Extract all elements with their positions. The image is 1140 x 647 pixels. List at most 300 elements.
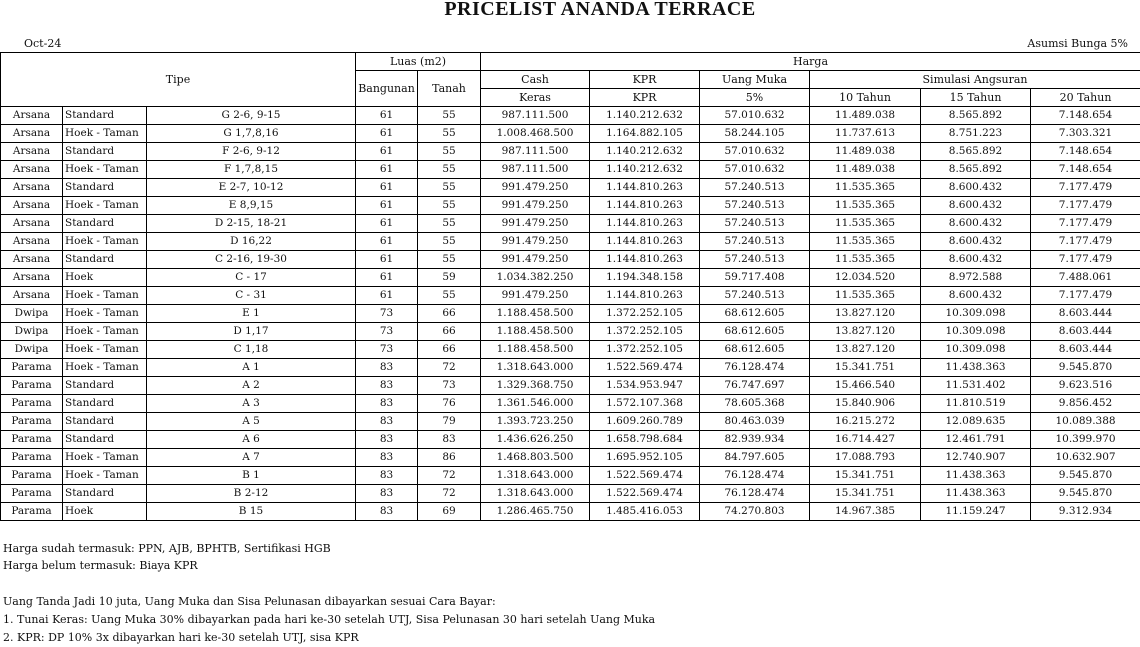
cell-luas-tanah: 55 — [418, 197, 481, 215]
cell-angsuran-10-tahun: 15.341.751 — [810, 467, 921, 485]
cell-harga-cash-keras: 1.318.643.000 — [481, 467, 590, 485]
cell-luas-tanah: 55 — [418, 251, 481, 269]
cell-angsuran-20-tahun: 7.488.061 — [1031, 269, 1140, 287]
cell-uang-muka: 57.010.632 — [700, 143, 810, 161]
table-row — [1, 161, 1140, 179]
cell-cluster: Parama — [1, 377, 63, 395]
cell-type: Hoek - Taman — [63, 197, 147, 215]
interest-assumption: Asumsi Bunga 5% — [1027, 37, 1128, 50]
cell-harga-kpr: 1.194.348.158 — [590, 269, 700, 287]
cell-harga-cash-keras: 1.393.723.250 — [481, 413, 590, 431]
cell-angsuran-15-tahun: 8.972.588 — [921, 269, 1031, 287]
table-row — [1, 503, 1140, 521]
cell-luas-bangunan: 83 — [356, 413, 418, 431]
cell-angsuran-10-tahun: 14.967.385 — [810, 503, 921, 521]
cell-uang-muka: 76.128.474 — [700, 359, 810, 377]
header-tipe: Tipe — [1, 53, 356, 107]
cell-angsuran-15-tahun: 10.309.098 — [921, 305, 1031, 323]
cell-harga-kpr: 1.695.952.105 — [590, 449, 700, 467]
cell-luas-tanah: 55 — [418, 287, 481, 305]
cell-luas-tanah: 73 — [418, 377, 481, 395]
cell-uang-muka: 57.240.513 — [700, 233, 810, 251]
date-label: Oct-24 — [24, 37, 62, 50]
note-payment-intro: Uang Tanda Jadi 10 juta, Uang Muka dan Sisa Pelunasan dibayarkan sesuai Cara Bayar: — [3, 595, 496, 608]
cell-angsuran-10-tahun: 15.341.751 — [810, 485, 921, 503]
cell-uang-muka: 76.128.474 — [700, 485, 810, 503]
cell-harga-cash-keras: 991.479.250 — [481, 215, 590, 233]
note-payment-2: 2. KPR: DP 10% 3x dibayarkan hari ke-30 setelah UTJ, sisa KPR — [3, 631, 359, 644]
note-excluded: Harga belum termasuk: Biaya KPR — [3, 559, 198, 572]
cell-cluster: Arsana — [1, 197, 63, 215]
cell-type: Standard — [63, 215, 147, 233]
cell-angsuran-20-tahun: 9.545.870 — [1031, 359, 1140, 377]
table-row — [1, 305, 1140, 323]
cell-angsuran-15-tahun: 11.531.402 — [921, 377, 1031, 395]
header-10-tahun: 10 Tahun — [810, 89, 921, 107]
cell-angsuran-15-tahun: 8.565.892 — [921, 107, 1031, 125]
cell-type: Standard — [63, 413, 147, 431]
cell-angsuran-10-tahun: 15.341.751 — [810, 359, 921, 377]
cell-uang-muka: 57.010.632 — [700, 161, 810, 179]
cell-harga-kpr: 1.485.416.053 — [590, 503, 700, 521]
header-15-tahun: 15 Tahun — [921, 89, 1031, 107]
cell-angsuran-20-tahun: 7.177.479 — [1031, 233, 1140, 251]
cell-unit: A 2 — [147, 377, 356, 395]
cell-angsuran-15-tahun: 12.740.907 — [921, 449, 1031, 467]
cell-harga-kpr: 1.534.953.947 — [590, 377, 700, 395]
note-payment-1: 1. Tunai Keras: Uang Muka 30% dibayarkan pada hari ke-30 setelah UTJ, Sisa Pelunasan 30 hari setelah Uang Muka — [3, 613, 656, 626]
cell-type: Hoek - Taman — [63, 341, 147, 359]
cell-harga-kpr: 1.140.212.632 — [590, 143, 700, 161]
cell-angsuran-20-tahun: 7.148.654 — [1031, 107, 1140, 125]
cell-cluster: Parama — [1, 359, 63, 377]
cell-cluster: Arsana — [1, 143, 63, 161]
cell-cluster: Arsana — [1, 251, 63, 269]
cell-type: Hoek — [63, 269, 147, 287]
table-row — [1, 359, 1140, 377]
cell-luas-bangunan: 73 — [356, 323, 418, 341]
cell-harga-kpr: 1.572.107.368 — [590, 395, 700, 413]
table-row — [1, 467, 1140, 485]
cell-cluster: Parama — [1, 413, 63, 431]
cell-angsuran-10-tahun: 16.215.272 — [810, 413, 921, 431]
cell-unit: A 5 — [147, 413, 356, 431]
cell-type: Hoek - Taman — [63, 287, 147, 305]
cell-unit: F 2-6, 9-12 — [147, 143, 356, 161]
cell-unit: E 2-7, 10-12 — [147, 179, 356, 197]
cell-angsuran-10-tahun: 11.535.365 — [810, 233, 921, 251]
cell-unit: C - 31 — [147, 287, 356, 305]
cell-type: Standard — [63, 251, 147, 269]
cell-unit: D 16,22 — [147, 233, 356, 251]
cell-type: Standard — [63, 485, 147, 503]
cell-unit: E 1 — [147, 305, 356, 323]
cell-angsuran-15-tahun: 8.751.223 — [921, 125, 1031, 143]
table-row — [1, 485, 1140, 503]
cell-harga-cash-keras: 1.188.458.500 — [481, 323, 590, 341]
cell-luas-bangunan: 73 — [356, 341, 418, 359]
cell-harga-cash-keras: 1.318.643.000 — [481, 359, 590, 377]
cell-harga-cash-keras: 1.329.368.750 — [481, 377, 590, 395]
cell-luas-tanah: 55 — [418, 107, 481, 125]
cell-angsuran-15-tahun: 11.438.363 — [921, 359, 1031, 377]
cell-angsuran-15-tahun: 12.461.791 — [921, 431, 1031, 449]
cell-angsuran-10-tahun: 13.827.120 — [810, 305, 921, 323]
cell-uang-muka: 57.010.632 — [700, 107, 810, 125]
cell-type: Standard — [63, 395, 147, 413]
cell-cluster: Parama — [1, 449, 63, 467]
cell-luas-tanah: 83 — [418, 431, 481, 449]
header-kpr-top: KPR — [590, 71, 700, 89]
cell-angsuran-20-tahun: 7.177.479 — [1031, 287, 1140, 305]
table-row — [1, 269, 1140, 287]
cell-luas-bangunan: 61 — [356, 197, 418, 215]
cell-unit: B 2-12 — [147, 485, 356, 503]
header-keras: Keras — [481, 89, 590, 107]
cell-angsuran-10-tahun: 13.827.120 — [810, 341, 921, 359]
cell-unit: A 3 — [147, 395, 356, 413]
table-row — [1, 107, 1140, 125]
cell-harga-kpr: 1.522.569.474 — [590, 467, 700, 485]
header-tanah: Tanah — [418, 71, 481, 107]
cell-angsuran-15-tahun: 8.600.432 — [921, 197, 1031, 215]
cell-type: Hoek - Taman — [63, 467, 147, 485]
table-row — [1, 377, 1140, 395]
header-harga: Harga — [481, 53, 1140, 71]
cell-harga-kpr: 1.144.810.263 — [590, 197, 700, 215]
cell-cluster: Arsana — [1, 215, 63, 233]
cell-harga-cash-keras: 987.111.500 — [481, 107, 590, 125]
cell-angsuran-20-tahun: 9.545.870 — [1031, 467, 1140, 485]
cell-luas-tanah: 55 — [418, 161, 481, 179]
cell-harga-cash-keras: 1.286.465.750 — [481, 503, 590, 521]
cell-uang-muka: 57.240.513 — [700, 215, 810, 233]
cell-luas-bangunan: 83 — [356, 467, 418, 485]
cell-luas-tanah: 66 — [418, 305, 481, 323]
cell-luas-bangunan: 83 — [356, 377, 418, 395]
cell-angsuran-15-tahun: 10.309.098 — [921, 323, 1031, 341]
cell-angsuran-10-tahun: 11.489.038 — [810, 143, 921, 161]
cell-angsuran-10-tahun: 15.840.906 — [810, 395, 921, 413]
cell-angsuran-15-tahun: 8.565.892 — [921, 143, 1031, 161]
cell-angsuran-20-tahun: 7.177.479 — [1031, 179, 1140, 197]
cell-luas-tanah: 59 — [418, 269, 481, 287]
cell-angsuran-20-tahun: 9.312.934 — [1031, 503, 1140, 521]
cell-angsuran-20-tahun: 7.177.479 — [1031, 197, 1140, 215]
cell-angsuran-20-tahun: 8.603.444 — [1031, 341, 1140, 359]
cell-angsuran-15-tahun: 11.438.363 — [921, 485, 1031, 503]
cell-angsuran-20-tahun: 7.303.321 — [1031, 125, 1140, 143]
header-20-tahun: 20 Tahun — [1031, 89, 1140, 107]
cell-luas-tanah: 69 — [418, 503, 481, 521]
cell-type: Standard — [63, 377, 147, 395]
table-row — [1, 251, 1140, 269]
cell-harga-kpr: 1.144.810.263 — [590, 251, 700, 269]
cell-angsuran-20-tahun: 7.148.654 — [1031, 161, 1140, 179]
cell-type: Standard — [63, 179, 147, 197]
cell-angsuran-20-tahun: 7.177.479 — [1031, 251, 1140, 269]
cell-uang-muka: 76.747.697 — [700, 377, 810, 395]
cell-angsuran-20-tahun: 10.399.970 — [1031, 431, 1140, 449]
cell-luas-bangunan: 83 — [356, 431, 418, 449]
cell-luas-tanah: 66 — [418, 323, 481, 341]
cell-cluster: Dwipa — [1, 341, 63, 359]
table-body — [1, 107, 1140, 521]
cell-type: Standard — [63, 431, 147, 449]
cell-angsuran-20-tahun: 9.623.516 — [1031, 377, 1140, 395]
cell-uang-muka: 80.463.039 — [700, 413, 810, 431]
cell-type: Hoek - Taman — [63, 161, 147, 179]
cell-luas-tanah: 72 — [418, 485, 481, 503]
cell-harga-cash-keras: 991.479.250 — [481, 233, 590, 251]
cell-angsuran-15-tahun: 8.600.432 — [921, 215, 1031, 233]
cell-type: Hoek - Taman — [63, 359, 147, 377]
cell-harga-cash-keras: 1.034.382.250 — [481, 269, 590, 287]
cell-luas-tanah: 55 — [418, 125, 481, 143]
table-row — [1, 449, 1140, 467]
cell-harga-cash-keras: 987.111.500 — [481, 161, 590, 179]
cell-harga-kpr: 1.522.569.474 — [590, 485, 700, 503]
cell-harga-kpr: 1.144.810.263 — [590, 179, 700, 197]
cell-uang-muka: 68.612.605 — [700, 305, 810, 323]
cell-cluster: Parama — [1, 503, 63, 521]
cell-cluster: Arsana — [1, 125, 63, 143]
cell-luas-bangunan: 61 — [356, 179, 418, 197]
cell-unit: C 2-16, 19-30 — [147, 251, 356, 269]
cell-luas-bangunan: 83 — [356, 449, 418, 467]
cell-luas-bangunan: 73 — [356, 305, 418, 323]
cell-cluster: Parama — [1, 395, 63, 413]
cell-cluster: Arsana — [1, 107, 63, 125]
cell-cluster: Dwipa — [1, 323, 63, 341]
cell-harga-cash-keras: 1.361.546.000 — [481, 395, 590, 413]
cell-unit: C - 17 — [147, 269, 356, 287]
cell-type: Standard — [63, 143, 147, 161]
cell-type: Hoek - Taman — [63, 323, 147, 341]
pricelist-table — [0, 52, 1140, 521]
cell-luas-bangunan: 83 — [356, 359, 418, 377]
cell-uang-muka: 57.240.513 — [700, 197, 810, 215]
cell-unit: B 15 — [147, 503, 356, 521]
cell-harga-cash-keras: 1.318.643.000 — [481, 485, 590, 503]
cell-uang-muka: 84.797.605 — [700, 449, 810, 467]
cell-luas-bangunan: 61 — [356, 215, 418, 233]
cell-cluster: Arsana — [1, 161, 63, 179]
cell-luas-bangunan: 61 — [356, 143, 418, 161]
header-kpr: KPR — [590, 89, 700, 107]
cell-angsuran-20-tahun: 10.632.907 — [1031, 449, 1140, 467]
cell-luas-tanah: 76 — [418, 395, 481, 413]
cell-angsuran-20-tahun: 9.545.870 — [1031, 485, 1140, 503]
cell-type: Hoek - Taman — [63, 125, 147, 143]
cell-harga-cash-keras: 1.468.803.500 — [481, 449, 590, 467]
cell-luas-bangunan: 61 — [356, 287, 418, 305]
cell-cluster: Arsana — [1, 179, 63, 197]
cell-type: Hoek - Taman — [63, 233, 147, 251]
cell-angsuran-15-tahun: 8.600.432 — [921, 179, 1031, 197]
cell-unit: A 6 — [147, 431, 356, 449]
cell-harga-kpr: 1.658.798.684 — [590, 431, 700, 449]
page-title: PRICELIST ANANDA TERRACE — [444, 0, 756, 20]
cell-angsuran-10-tahun: 15.466.540 — [810, 377, 921, 395]
table-row — [1, 431, 1140, 449]
cell-uang-muka: 76.128.474 — [700, 467, 810, 485]
cell-harga-kpr: 1.372.252.105 — [590, 323, 700, 341]
cell-harga-kpr: 1.164.882.105 — [590, 125, 700, 143]
cell-unit: C 1,18 — [147, 341, 356, 359]
cell-luas-bangunan: 61 — [356, 125, 418, 143]
cell-angsuran-15-tahun: 8.600.432 — [921, 251, 1031, 269]
cell-angsuran-20-tahun: 7.177.479 — [1031, 215, 1140, 233]
cell-luas-tanah: 55 — [418, 233, 481, 251]
cell-harga-kpr: 1.140.212.632 — [590, 107, 700, 125]
cell-angsuran-15-tahun: 11.438.363 — [921, 467, 1031, 485]
cell-luas-tanah: 86 — [418, 449, 481, 467]
cell-cluster: Arsana — [1, 287, 63, 305]
cell-angsuran-10-tahun: 12.034.520 — [810, 269, 921, 287]
cell-angsuran-10-tahun: 11.535.365 — [810, 287, 921, 305]
cell-harga-cash-keras: 1.008.468.500 — [481, 125, 590, 143]
cell-angsuran-15-tahun: 10.309.098 — [921, 341, 1031, 359]
cell-angsuran-10-tahun: 11.737.613 — [810, 125, 921, 143]
cell-angsuran-10-tahun: 11.535.365 — [810, 179, 921, 197]
cell-angsuran-15-tahun: 8.600.432 — [921, 287, 1031, 305]
cell-harga-cash-keras: 1.188.458.500 — [481, 341, 590, 359]
cell-angsuran-10-tahun: 11.535.365 — [810, 197, 921, 215]
cell-cluster: Parama — [1, 485, 63, 503]
cell-luas-tanah: 66 — [418, 341, 481, 359]
cell-uang-muka: 59.717.408 — [700, 269, 810, 287]
cell-unit: B 1 — [147, 467, 356, 485]
cell-luas-bangunan: 83 — [356, 503, 418, 521]
cell-angsuran-15-tahun: 12.089.635 — [921, 413, 1031, 431]
table-row — [1, 215, 1140, 233]
cell-angsuran-10-tahun: 11.489.038 — [810, 161, 921, 179]
header-cash: Cash — [481, 71, 590, 89]
cell-harga-cash-keras: 1.188.458.500 — [481, 305, 590, 323]
cell-cluster: Parama — [1, 431, 63, 449]
table-row — [1, 323, 1140, 341]
cell-unit: F 1,7,8,15 — [147, 161, 356, 179]
cell-angsuran-20-tahun: 8.603.444 — [1031, 305, 1140, 323]
cell-luas-bangunan: 61 — [356, 107, 418, 125]
header-simulasi: Simulasi Angsuran — [810, 71, 1140, 89]
cell-unit: D 1,17 — [147, 323, 356, 341]
cell-harga-cash-keras: 991.479.250 — [481, 197, 590, 215]
header-uang-muka-pct: 5% — [700, 89, 810, 107]
cell-luas-bangunan: 61 — [356, 251, 418, 269]
cell-harga-kpr: 1.144.810.263 — [590, 233, 700, 251]
cell-unit: G 1,7,8,16 — [147, 125, 356, 143]
cell-uang-muka: 74.270.803 — [700, 503, 810, 521]
cell-uang-muka: 68.612.605 — [700, 341, 810, 359]
cell-luas-tanah: 72 — [418, 359, 481, 377]
cell-unit: A 7 — [147, 449, 356, 467]
table-row — [1, 395, 1140, 413]
cell-harga-kpr: 1.372.252.105 — [590, 305, 700, 323]
cell-unit: E 8,9,15 — [147, 197, 356, 215]
cell-uang-muka: 78.605.368 — [700, 395, 810, 413]
cell-harga-cash-keras: 991.479.250 — [481, 251, 590, 269]
cell-type: Hoek — [63, 503, 147, 521]
table-row — [1, 413, 1140, 431]
cell-uang-muka: 57.240.513 — [700, 179, 810, 197]
cell-harga-kpr: 1.522.569.474 — [590, 359, 700, 377]
cell-type: Standard — [63, 107, 147, 125]
cell-harga-cash-keras: 991.479.250 — [481, 179, 590, 197]
cell-unit: D 2-15, 18-21 — [147, 215, 356, 233]
cell-uang-muka: 58.244.105 — [700, 125, 810, 143]
cell-cluster: Arsana — [1, 269, 63, 287]
table-row — [1, 143, 1140, 161]
header-uang-muka: Uang Muka — [700, 71, 810, 89]
cell-cluster: Arsana — [1, 233, 63, 251]
cell-angsuran-10-tahun: 11.489.038 — [810, 107, 921, 125]
cell-angsuran-10-tahun: 11.535.365 — [810, 215, 921, 233]
cell-uang-muka: 57.240.513 — [700, 287, 810, 305]
cell-uang-muka: 82.939.934 — [700, 431, 810, 449]
cell-harga-cash-keras: 1.436.626.250 — [481, 431, 590, 449]
cell-angsuran-10-tahun: 16.714.427 — [810, 431, 921, 449]
cell-angsuran-10-tahun: 11.535.365 — [810, 251, 921, 269]
cell-harga-kpr: 1.140.212.632 — [590, 161, 700, 179]
table-row — [1, 287, 1140, 305]
header-bangunan: Bangunan — [356, 71, 418, 107]
cell-type: Hoek - Taman — [63, 449, 147, 467]
cell-angsuran-20-tahun: 7.148.654 — [1031, 143, 1140, 161]
cell-harga-kpr: 1.372.252.105 — [590, 341, 700, 359]
cell-cluster: Dwipa — [1, 305, 63, 323]
cell-luas-bangunan: 61 — [356, 161, 418, 179]
cell-unit: A 1 — [147, 359, 356, 377]
cell-uang-muka: 68.612.605 — [700, 323, 810, 341]
table-row — [1, 233, 1140, 251]
table-row — [1, 341, 1140, 359]
cell-harga-cash-keras: 987.111.500 — [481, 143, 590, 161]
table-row — [1, 197, 1140, 215]
table-row — [1, 179, 1140, 197]
cell-angsuran-15-tahun: 11.810.519 — [921, 395, 1031, 413]
cell-luas-tanah: 72 — [418, 467, 481, 485]
cell-luas-tanah: 55 — [418, 179, 481, 197]
table-row — [1, 125, 1140, 143]
cell-harga-kpr: 1.144.810.263 — [590, 287, 700, 305]
cell-type: Hoek - Taman — [63, 305, 147, 323]
cell-harga-cash-keras: 991.479.250 — [481, 287, 590, 305]
cell-luas-tanah: 79 — [418, 413, 481, 431]
note-included: Harga sudah termasuk: PPN, AJB, BPHTB, Sertifikasi HGB — [3, 542, 331, 555]
cell-angsuran-15-tahun: 8.600.432 — [921, 233, 1031, 251]
cell-unit: G 2-6, 9-15 — [147, 107, 356, 125]
cell-luas-tanah: 55 — [418, 215, 481, 233]
cell-uang-muka: 57.240.513 — [700, 251, 810, 269]
cell-luas-tanah: 55 — [418, 143, 481, 161]
cell-harga-kpr: 1.609.260.789 — [590, 413, 700, 431]
cell-angsuran-20-tahun: 9.856.452 — [1031, 395, 1140, 413]
cell-cluster: Parama — [1, 467, 63, 485]
cell-luas-bangunan: 83 — [356, 485, 418, 503]
cell-angsuran-10-tahun: 13.827.120 — [810, 323, 921, 341]
cell-angsuran-15-tahun: 8.565.892 — [921, 161, 1031, 179]
cell-angsuran-20-tahun: 10.089.388 — [1031, 413, 1140, 431]
cell-angsuran-20-tahun: 8.603.444 — [1031, 323, 1140, 341]
cell-angsuran-10-tahun: 17.088.793 — [810, 449, 921, 467]
cell-luas-bangunan: 61 — [356, 233, 418, 251]
cell-harga-kpr: 1.144.810.263 — [590, 215, 700, 233]
cell-luas-bangunan: 61 — [356, 269, 418, 287]
header-luas: Luas (m2) — [356, 53, 481, 71]
cell-angsuran-15-tahun: 11.159.247 — [921, 503, 1031, 521]
